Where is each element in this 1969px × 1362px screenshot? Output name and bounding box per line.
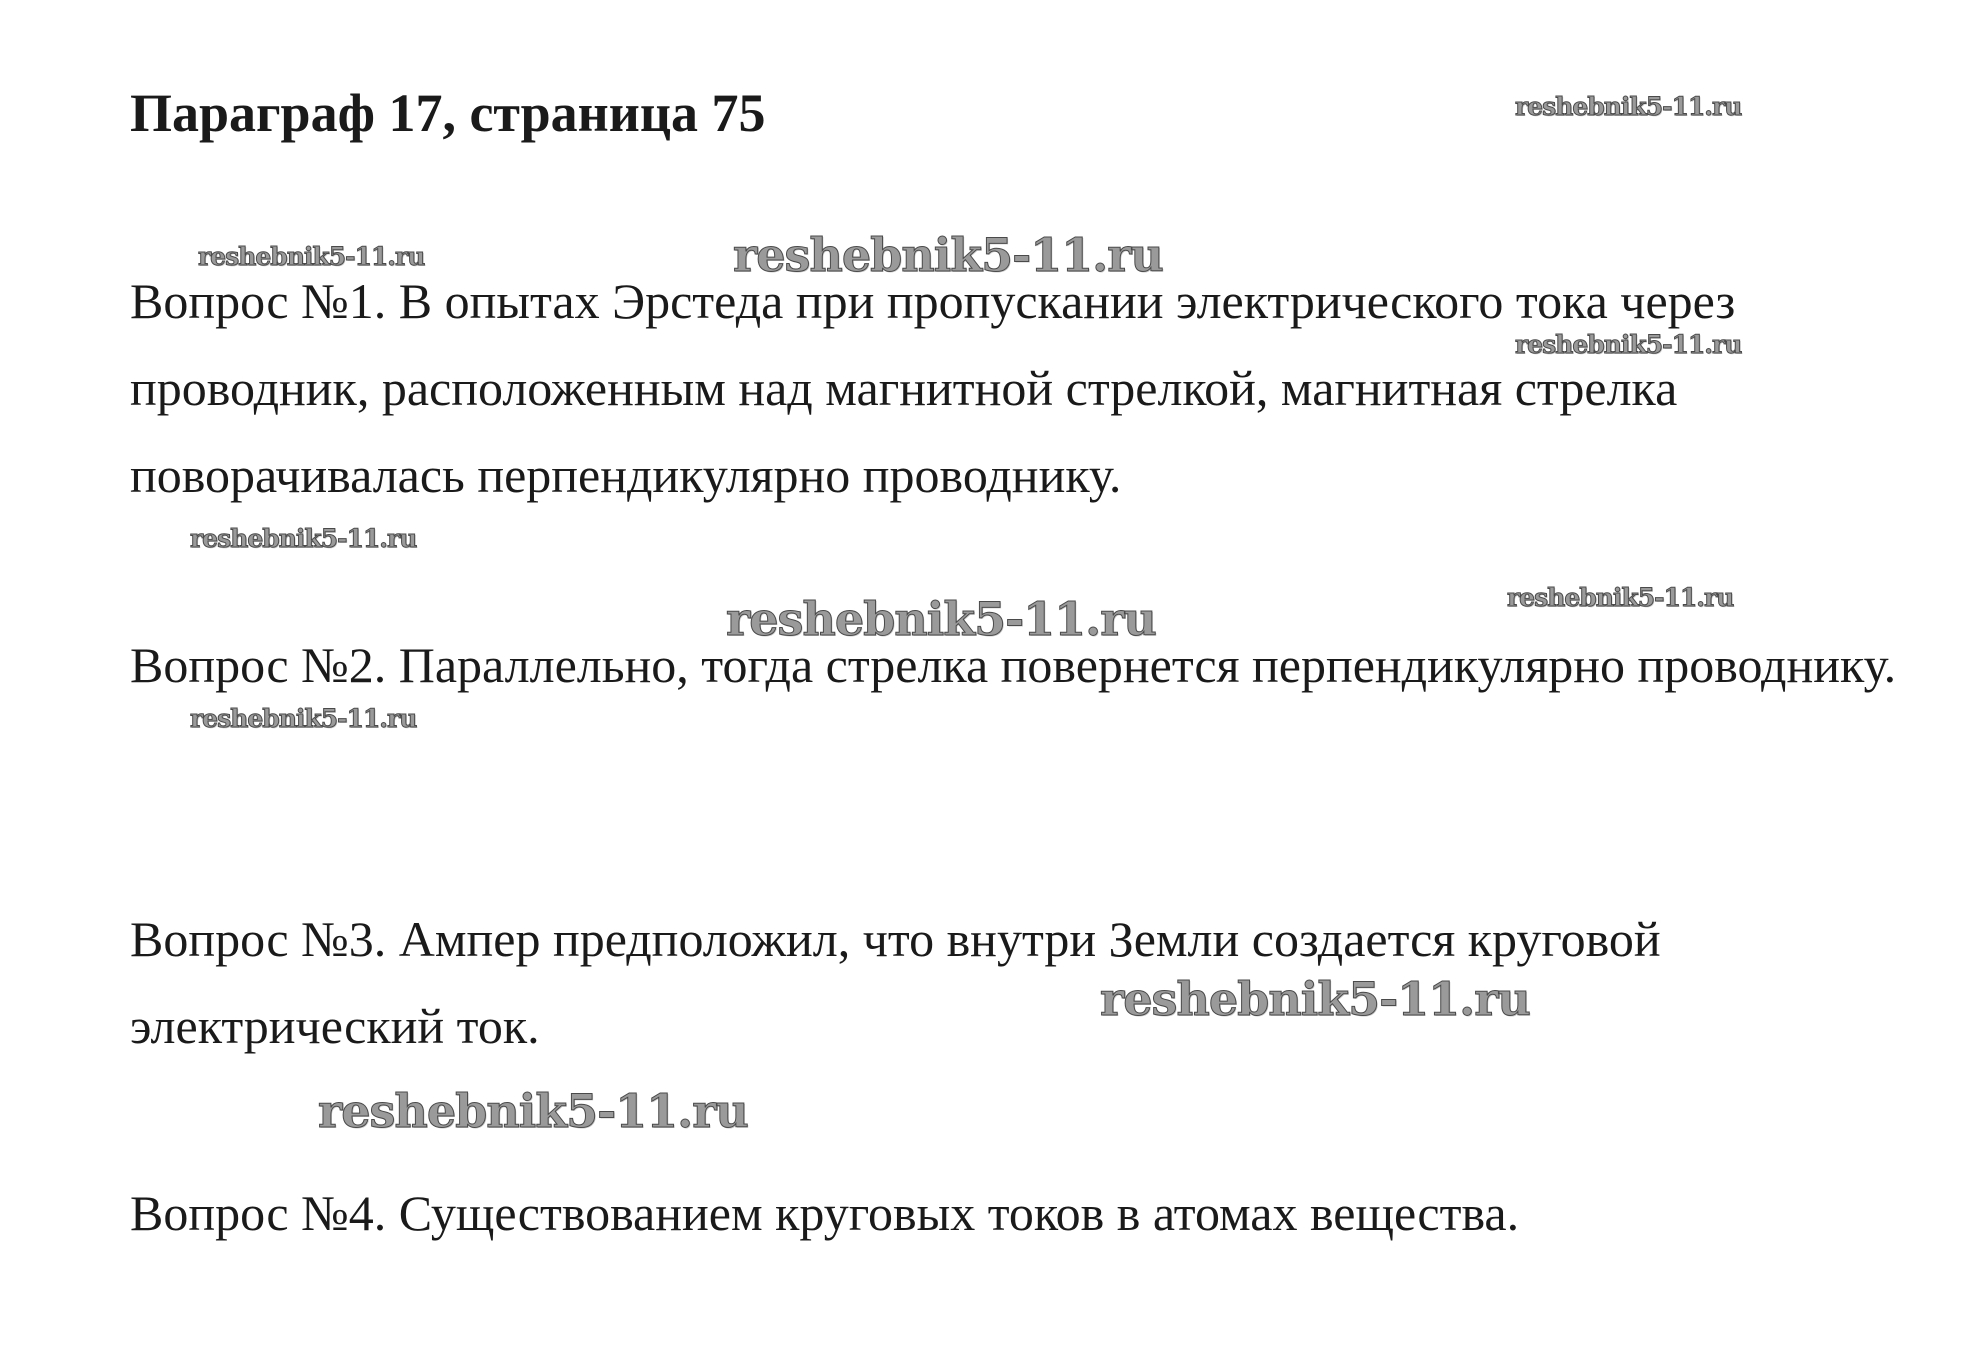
watermark: reshebnik5-11.ru bbox=[190, 524, 417, 553]
watermark: reshebnik5-11.ru bbox=[1515, 330, 1742, 359]
watermark: reshebnik5-11.ru bbox=[1507, 583, 1734, 612]
watermark: reshebnik5-11.ru bbox=[1100, 972, 1530, 1026]
watermark: reshebnik5-11.ru bbox=[318, 1084, 748, 1138]
watermark: reshebnik5-11.ru bbox=[733, 228, 1163, 282]
page-title: Параграф 17, страница 75 bbox=[130, 83, 766, 143]
watermark: reshebnik5-11.ru bbox=[198, 242, 425, 271]
watermark: reshebnik5-11.ru bbox=[726, 592, 1156, 646]
answer-1: Вопрос №1. В опытах Эрстеда при пропускании электрического тока через проводник, расположенным над магнитной стрелкой, магнитная стрелка поворачивалась перпендикулярно проводнику. bbox=[130, 273, 1736, 503]
answer-3: Вопрос №3. Ампер предположил, что внутри Земли создается круговой электрический ток. bbox=[130, 911, 1661, 1054]
answer-4: Вопрос №4. Существованием круговых токов в атомах вещества. bbox=[130, 1185, 1520, 1241]
answer-2: Вопрос №2. Параллельно, тогда стрелка повернется перпендикулярно проводнику. bbox=[130, 637, 1897, 693]
watermark: reshebnik5-11.ru bbox=[1515, 92, 1742, 121]
watermark: reshebnik5-11.ru bbox=[190, 704, 417, 733]
